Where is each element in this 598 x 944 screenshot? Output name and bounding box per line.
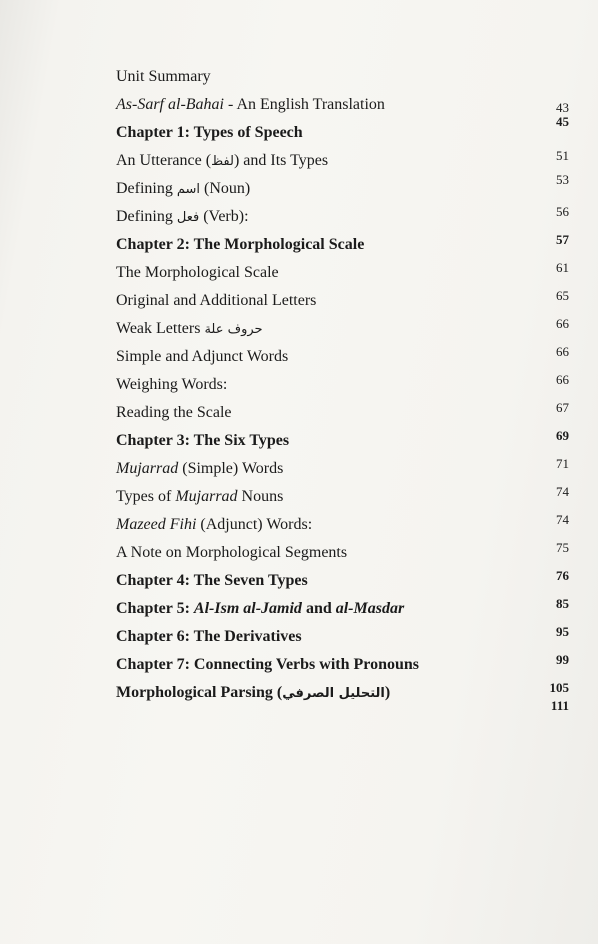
toc-entry-title [116, 68, 211, 86]
title-text: Chapter 5: [116, 600, 194, 617]
title-text: (Simple) Words [178, 460, 284, 477]
title-italic: Al-Ism al-Jamid [193, 600, 302, 617]
toc-entry-title [116, 236, 364, 254]
title-text: Chapter 1: Types of Speech [116, 124, 303, 141]
title-text: ) [384, 684, 391, 701]
toc-entry-title [116, 320, 263, 338]
arabic-term: التحليل الصرفي [282, 686, 385, 701]
title-text: Chapter 6: The Derivatives [116, 628, 302, 645]
page-number: 66 [556, 344, 569, 359]
title-text: The Morphological Scale [116, 264, 279, 281]
page-number: 105 [549, 680, 569, 695]
title-text: Chapter 7: Connecting Verbs with Pronouns [116, 656, 420, 673]
title-text: and [301, 600, 336, 617]
page-number: 76 [556, 568, 569, 583]
toc-entry [0, 148, 598, 180]
page-number: 71 [556, 456, 569, 471]
toc-entry-title [116, 96, 385, 114]
toc-entry [0, 698, 598, 730]
title-italic: Mujarrad [175, 488, 238, 505]
toc-entry-title [116, 404, 232, 422]
title-text: Chapter 2: The Morphological Scale [116, 236, 365, 253]
toc-entry-title [116, 292, 316, 310]
toc-entry [0, 624, 598, 656]
toc-entry [0, 456, 598, 488]
toc-entry-title [116, 348, 288, 366]
toc-entry [0, 68, 598, 96]
page-number: 57 [556, 232, 569, 247]
page-number: 99 [556, 652, 569, 667]
title-italic: As-Sarf al-Bahai [116, 96, 224, 113]
toc-entry [0, 596, 598, 628]
toc-entry-title [116, 152, 328, 170]
title-text: - An English Translation [224, 96, 385, 113]
toc-entry [0, 540, 598, 572]
title-text: ) and Its Types [233, 152, 329, 169]
toc-entry-title [116, 460, 283, 478]
page-number: 85 [556, 596, 569, 611]
page-number: 74 [556, 484, 569, 499]
toc-entry-title [116, 208, 249, 226]
page-number: 67 [556, 400, 569, 415]
page-number: 56 [556, 204, 569, 219]
title-text: Nouns [237, 488, 284, 505]
page-number: 111 [550, 698, 569, 713]
toc-entry [0, 204, 598, 236]
page-number: 61 [556, 260, 569, 275]
toc-entry [0, 400, 598, 432]
page-number: 66 [556, 372, 569, 387]
title-text: Defining [116, 180, 177, 197]
title-text: Original and Additional Letters [116, 292, 317, 309]
page-number: 45 [556, 114, 569, 129]
toc-entry-title [116, 600, 404, 618]
toc-entry [0, 232, 598, 264]
toc-entry [0, 172, 598, 208]
title-text: Unit Summary [116, 68, 211, 85]
title-text: (Noun) [200, 180, 251, 197]
page-number: 66 [556, 316, 569, 331]
toc-entry-title [116, 264, 279, 282]
toc-entry-title [116, 488, 283, 506]
title-text: Chapter 3: The Six Types [116, 432, 290, 449]
toc-entry [0, 484, 598, 516]
toc-entry [0, 114, 598, 152]
toc-entry-title [116, 628, 302, 646]
title-text: A Note on Morphological Segments [116, 544, 348, 561]
toc-entry-title [116, 376, 227, 394]
toc-entry [0, 344, 598, 376]
title-text: Defining [116, 208, 177, 225]
toc-entry-title [116, 656, 419, 674]
toc-entry [0, 568, 598, 600]
title-text: (Verb): [199, 208, 249, 225]
toc-entry [0, 512, 598, 544]
page-number: 75 [556, 540, 569, 555]
toc-entry [0, 428, 598, 460]
toc-entry-title [116, 124, 303, 142]
title-italic: al-Masdar [335, 600, 405, 617]
page-number: 51 [556, 148, 569, 163]
title-italic: Mujarrad [116, 460, 179, 477]
page-number: 53 [556, 172, 569, 187]
page-number: 95 [556, 624, 569, 639]
title-text: Simple and Adjunct Words [116, 348, 289, 365]
arabic-term: اسم [176, 182, 201, 197]
title-text: Morphological Parsing ( [116, 684, 283, 701]
page-number: 65 [556, 288, 569, 303]
toc-entry [0, 260, 598, 292]
toc-entry [0, 316, 598, 348]
toc-entry [0, 372, 598, 404]
arabic-term: فعل [176, 210, 200, 225]
title-text: Weighing Words: [116, 376, 228, 393]
page-number: 69 [556, 428, 569, 443]
toc-entry-title [116, 432, 289, 450]
toc-entry-title [116, 180, 250, 198]
toc-entry-title [116, 516, 312, 534]
title-text: Types of [116, 488, 176, 505]
toc-entry-title [116, 572, 308, 590]
title-italic: Mazeed Fihi [116, 516, 197, 533]
page-number: 43 [556, 100, 569, 115]
title-text: Weak Letters [116, 320, 205, 337]
arabic-term: لفظ [211, 154, 234, 169]
toc-entry-title [116, 684, 390, 702]
toc-entry [0, 652, 598, 684]
toc-entry [0, 288, 598, 320]
toc-entry [0, 96, 598, 124]
title-text: (Adjunct) Words: [196, 516, 313, 533]
arabic-term: حروف علة [204, 322, 263, 337]
title-text: Chapter 4: The Seven Types [116, 572, 308, 589]
toc-entry-title [116, 544, 347, 562]
title-text: An Utterance ( [116, 152, 212, 169]
page-number: 74 [556, 512, 569, 527]
title-text: Reading the Scale [116, 404, 232, 421]
